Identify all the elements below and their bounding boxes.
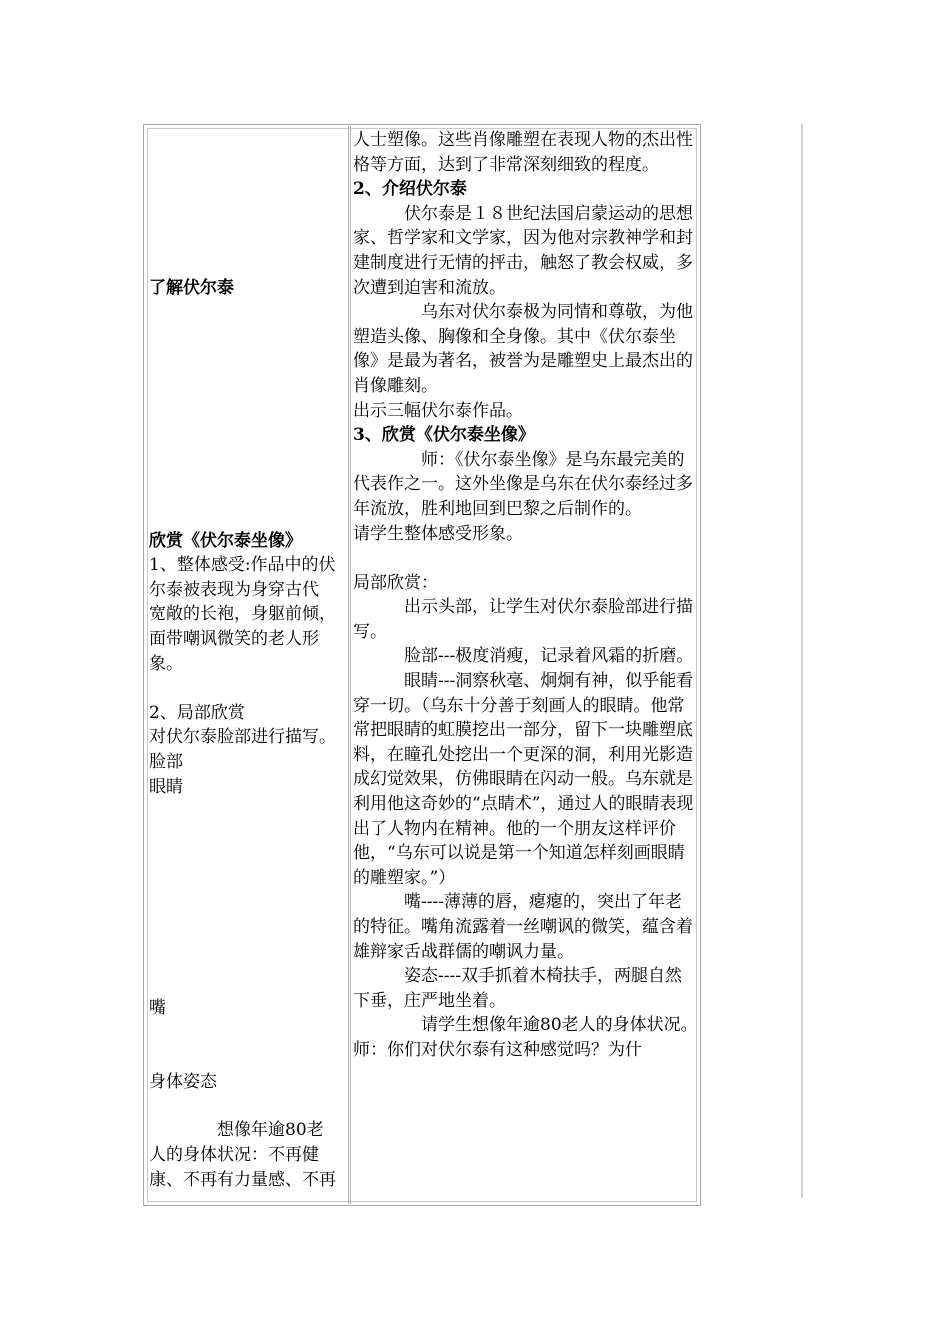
- section-heading-voltaire: 了解伏尔泰: [149, 278, 234, 298]
- paragraph: 师：《伏尔泰坐像》是乌东最完美的代表作之一。这外坐像是乌东在伏尔泰经过多年流放，胜利地回到巴黎之后制作的。: [353, 449, 693, 519]
- section-heading-appreciate: 欣赏《伏尔泰坐像》: [149, 530, 302, 551]
- paragraph: 人士塑像。这些肖像雕塑在表现人物的杰出性格等方面，达到了非常深刻细致的程度。: [353, 130, 693, 175]
- paragraph: 嘴----薄薄的唇，瘪瘪的，突出了年老的特征。嘴角流露着一丝嘲讽的微笑，蕴含着雄辩家舌战群儒的嘲讽力量。: [353, 892, 693, 962]
- left-text-line: 身体姿态: [149, 1071, 217, 1092]
- paragraph: 出示头部，让学生对伏尔泰脸部进行描写。: [353, 597, 693, 642]
- paragraph: 姿态----双手抓着木椅扶手，两腿自然下垂，庄严地坐着。: [353, 966, 682, 1011]
- paragraph: 脸部---极度消瘦，记录着风霜的折磨。: [404, 646, 694, 667]
- left-text-line: 脸部: [149, 751, 183, 772]
- left-text-line: 人的身体状况：不再健: [149, 1144, 319, 1165]
- left-text-line: 康、不再有力量感、不再: [149, 1169, 336, 1190]
- section-heading: 2、介绍伏尔泰: [353, 179, 467, 200]
- column-divider: [348, 126, 351, 1204]
- paragraph: 师：你们对伏尔泰有这种感觉吗？为什: [353, 1039, 642, 1060]
- left-text-line: 面带嘲讽微笑的老人形: [149, 628, 319, 649]
- paragraph: 请学生整体感受形象。: [353, 523, 523, 544]
- left-text-line: 1、整体感受:作品中的伏: [149, 555, 336, 576]
- left-text-line: 象。: [149, 653, 183, 674]
- paragraph: 请学生想像年逾80老人的身体状况。: [421, 1015, 698, 1036]
- paragraph: 出示三幅伏尔泰作品。: [353, 400, 523, 421]
- paragraph: 乌东对伏尔泰极为同情和尊敬，为他塑造头像、胸像和全身像。其中《伏尔泰坐像》是最为著名，被誉为是雕塑史上最杰出的肖像雕刻。: [353, 302, 693, 396]
- left-text-line: 眼睛: [149, 776, 183, 797]
- left-column: [149, 128, 347, 1192]
- left-text-line: 2、局部欣赏: [149, 702, 245, 723]
- page-margin-line: [801, 124, 803, 1198]
- paragraph: 伏尔泰是１８世纪法国启蒙运动的思想家、哲学家和文学家，因为他对宗教神学和封建制度进行无情的抨击，触怒了教会权威，多次遭到迫害和流放。: [353, 203, 693, 298]
- paragraph: 局部欣赏：: [353, 572, 438, 593]
- left-text-line: 宽敞的长袍，身躯前倾，: [149, 604, 336, 625]
- section-heading: 3、欣赏《伏尔泰坐像》: [353, 425, 535, 446]
- left-text-line: 嘴: [149, 998, 166, 1019]
- left-text-line: 对伏尔泰脸部进行描写。: [149, 727, 336, 748]
- paragraph: 眼睛---洞察秋毫、炯炯有神，似乎能看穿一切。（乌东十分善于刻画人的眼睛。他常常把眼睛的虹膜挖出一部分，留下一块雕塑底料，在瞳孔处挖出一个更深的洞，利用光影造成幻觉效果，仿佛眼睛在闪动一般。乌东就是利用他这奇妙的“点睛术”，通过人的眼睛表现出了人物内在精神。他的一个朋友这样评价他，“乌东可以说是第一个知道怎样刻画眼睛的雕塑家。”）: [353, 671, 694, 888]
- left-text-line: 想像年逾80老: [217, 1120, 324, 1141]
- left-text-line: 尔泰被表现为身穿古代: [149, 579, 319, 600]
- right-column: [353, 128, 698, 1063]
